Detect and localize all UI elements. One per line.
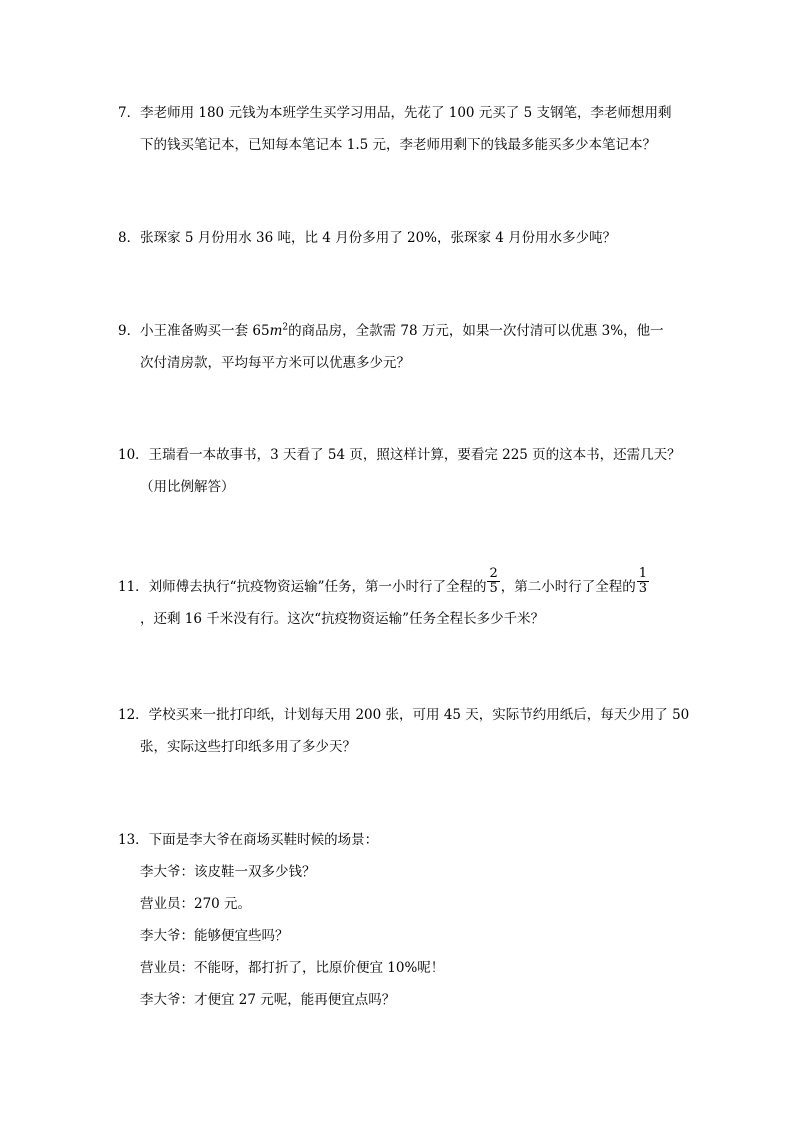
question-9-line-2: 次付清房款，平均每平方米可以优惠多少元？ <box>140 355 410 371</box>
question-10 <box>118 445 681 497</box>
question-11-text-b: ，第二小时行了全程的 <box>500 579 636 595</box>
question-11-line-1 <box>118 566 678 596</box>
dialogue-line-2: 营业员：270 元。 <box>140 896 252 912</box>
fraction-denominator: 3 <box>638 581 648 596</box>
unit-exponent: 2 <box>282 322 289 333</box>
unit-variable: m <box>269 323 283 339</box>
fraction-denominator: 5 <box>489 581 498 596</box>
question-12 <box>118 705 690 757</box>
question-12-line-1: 12．学校买来一批打印纸，计划每天用 200 张，可用 45 天，实际节约用纸后，每天少用了 50 <box>118 707 690 723</box>
dialogue-line-1: 李大爷：该皮鞋一双多少钱？ <box>140 864 316 880</box>
fraction-numerator: 2 <box>489 566 498 581</box>
question-13 <box>118 830 678 1010</box>
fraction-one-third <box>637 567 649 596</box>
question-7-line-1: 7．李老师用 180 元钱为本班学生买学习用品，先花了 100 元买了 5 支钢笔，李老师想用剩 <box>118 105 672 121</box>
question-9-text-b: 的商品房，全款需 78 万元，如果一次付清可以优惠 3%，他一 <box>288 323 664 339</box>
question-10-line-2: （用比例解答） <box>140 479 235 495</box>
question-9-text-a: 9．小王准备购买一套 65 <box>118 323 270 339</box>
question-13-intro: 13．下面是李大爷在商场买鞋时候的场景： <box>118 832 379 848</box>
question-8 <box>118 228 678 248</box>
question-9-line-1 <box>118 321 678 341</box>
dialogue-line-4: 营业员：不能呀，都打折了，比原价便宜 10%呢！ <box>140 960 445 976</box>
fraction-numerator: 1 <box>638 566 648 581</box>
question-12-line-2: 张，实际这些打印纸多用了多少天？ <box>140 739 356 755</box>
dialogue-line-5: 李大爷：才便宜 27 元呢，能再便宜点吗？ <box>140 992 396 1008</box>
question-11-text-a: 11．刘师傅去执行“抗疫物资运输”任务，第一小时行了全程的 <box>118 579 487 595</box>
question-7 <box>118 103 678 155</box>
question-7-line-2: 下的钱买笔记本，已知每本笔记本 1.5 元，李老师用剩下的钱最多能买多少本笔记本？ <box>140 137 657 153</box>
fraction-two-fifths <box>487 567 499 596</box>
question-9 <box>118 321 678 373</box>
dialogue-line-3: 李大爷：能够便宜些吗？ <box>140 928 289 944</box>
question-11 <box>118 566 678 629</box>
question-10-line-1: 10．王瑞看一本故事书，3 天看了 54 页，照这样计算，要看完 225 页的这本书，还需几天？ <box>118 447 681 463</box>
question-8-line-1: 8．张琛家 5 月份用水 36 吨，比 4 月份多用了 20%，张琛家 4 月份用水多少吨？ <box>118 230 617 246</box>
question-11-line-2: ，还剩 16 千米没有行。这次“抗疫物资运输”任务全程长多少千米？ <box>140 611 545 627</box>
